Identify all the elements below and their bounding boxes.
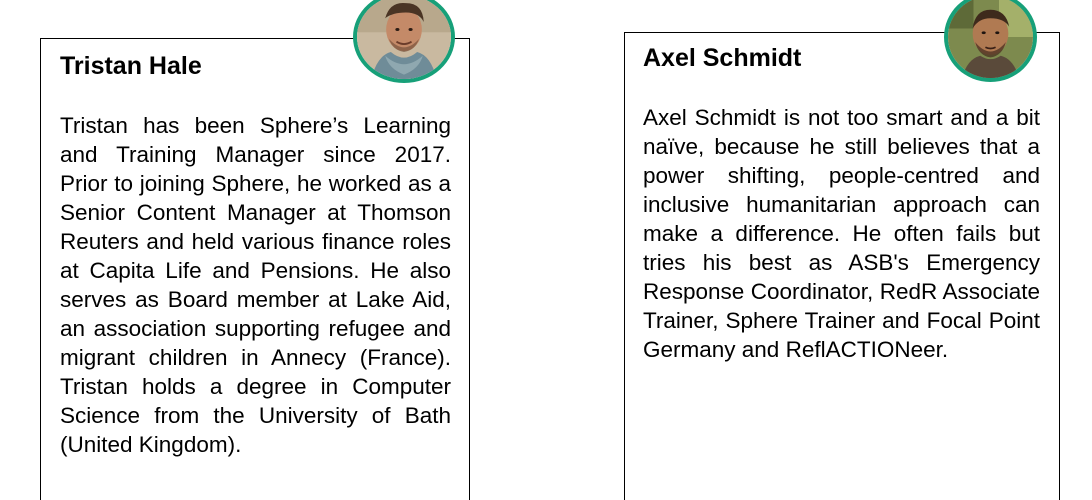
profile-card-axel-schmidt (624, 32, 1060, 500)
profile-card-tristan-hale (40, 38, 470, 500)
profile-name: Tristan Hale (60, 52, 202, 80)
profile-bio: Tristan has been Sphere’s Learning and Training Manager since 2017. Prior to joining Sphere, he worked as a Senior Content Manager at Thomson Reuters and held various finance roles at Capita Life and Pensions. He also serves as Board member at Lake Aid, an association supporting refugee and migrant children in Annecy (France). Tristan holds a degree in Computer Science from the University of Bath (United Kingdom). (60, 113, 451, 457)
profile-bio: Axel Schmidt is not too smart and a bit naïve, because he still believes that a power shifting, people-centred and inclusive humanitarian approach can make a difference. He often fails but tries his best as ASB's Emergency Response Coordinator, RedR Associate Trainer, Sphere Trainer and Focal Point Germany and ReflACTIONeer. (643, 105, 1040, 362)
profile-name: Axel Schmidt (643, 44, 802, 72)
